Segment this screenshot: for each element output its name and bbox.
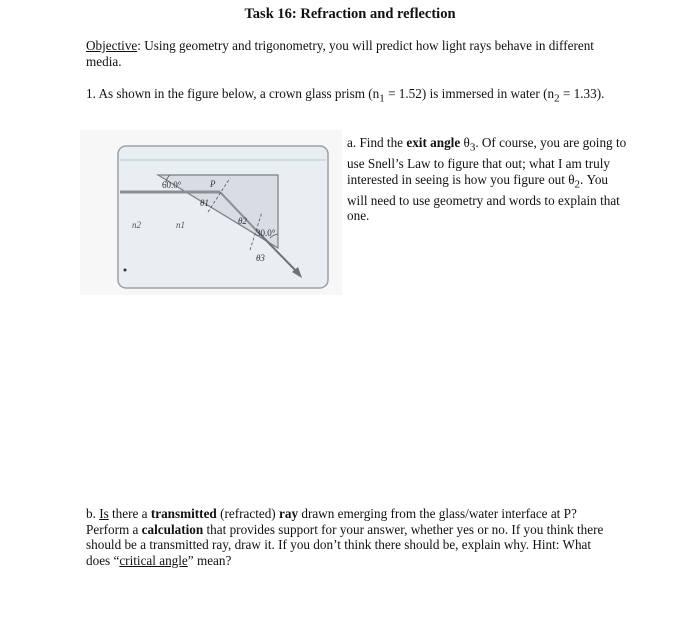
- objective-text: : Using geometry and trigonometry, you will predict how light rays behave in different media.: [86, 38, 594, 69]
- problem-intro-text-3: = 1.33).: [559, 86, 605, 101]
- question-b-bold-calculation: calculation: [141, 521, 204, 537]
- question-b: [86, 506, 616, 568]
- objective-label: Objective: [86, 38, 138, 53]
- n2-subscript: 2: [554, 92, 560, 105]
- question-b-text-6: ” mean?: [187, 552, 232, 568]
- theta3-subscript: 3: [469, 141, 476, 154]
- problem-intro-text-2: = 1.52) is immersed in water (n: [384, 86, 555, 101]
- question-a-text-1: θ: [460, 135, 470, 150]
- theta2-label: θ2: [238, 216, 247, 226]
- prism-figure: [80, 130, 342, 295]
- theta3-label: θ3: [256, 253, 265, 263]
- point-p-label: P: [210, 179, 216, 189]
- n2-label: n2: [132, 220, 141, 230]
- question-a: [347, 135, 627, 224]
- tank-marker-dot: [124, 269, 127, 272]
- objective-paragraph: [86, 38, 626, 69]
- question-b-underlined-is: Is: [99, 506, 109, 521]
- theta1-label: θ1: [200, 198, 209, 208]
- problem-intro-text-1: 1. As shown in the figure below, a crown glass prism (n: [86, 86, 380, 101]
- question-b-text-1: b.: [86, 506, 100, 521]
- question-b-critical-angle: critical angle: [119, 552, 188, 568]
- question-a-text-2: . Of course, you are going to use Snell’s Law to figure that out; what I am truly interested in seeing is how you figure out θ: [347, 135, 627, 187]
- water-tank: [118, 146, 328, 288]
- question-a-prefix: a. Find the: [347, 135, 407, 150]
- question-b-text-4: drawn emerging from the glass/water interface at P? Perform a: [86, 506, 577, 537]
- n1-subscript: 1: [379, 92, 385, 105]
- prism-diagram: [80, 130, 342, 295]
- apex-angle-label: 60.0°: [162, 180, 182, 190]
- question-a-bold: exit angle: [406, 135, 461, 150]
- question-b-text-5: that provides support for your answer, whether yes or no. If you think there should be a transmitted ray, draw it. If you don’t think there should be, explain why. Hint: What does “: [86, 521, 604, 568]
- question-b-bold-ray: ray: [279, 506, 299, 521]
- question-a-suffix: . You will need to use geometry and words to explain that one.: [347, 171, 620, 224]
- question-b-text-3: (refracted): [216, 506, 279, 521]
- question-b-text-2: there a: [108, 506, 151, 521]
- base-angle-label: 30.0°: [256, 228, 276, 238]
- question-b-bold-transmitted: transmitted: [150, 506, 217, 521]
- n1-label: n1: [176, 220, 185, 230]
- page-title: Task 16: Refraction and reflection: [244, 6, 456, 22]
- problem-intro: [86, 86, 606, 107]
- theta2-subscript: 2: [574, 178, 581, 191]
